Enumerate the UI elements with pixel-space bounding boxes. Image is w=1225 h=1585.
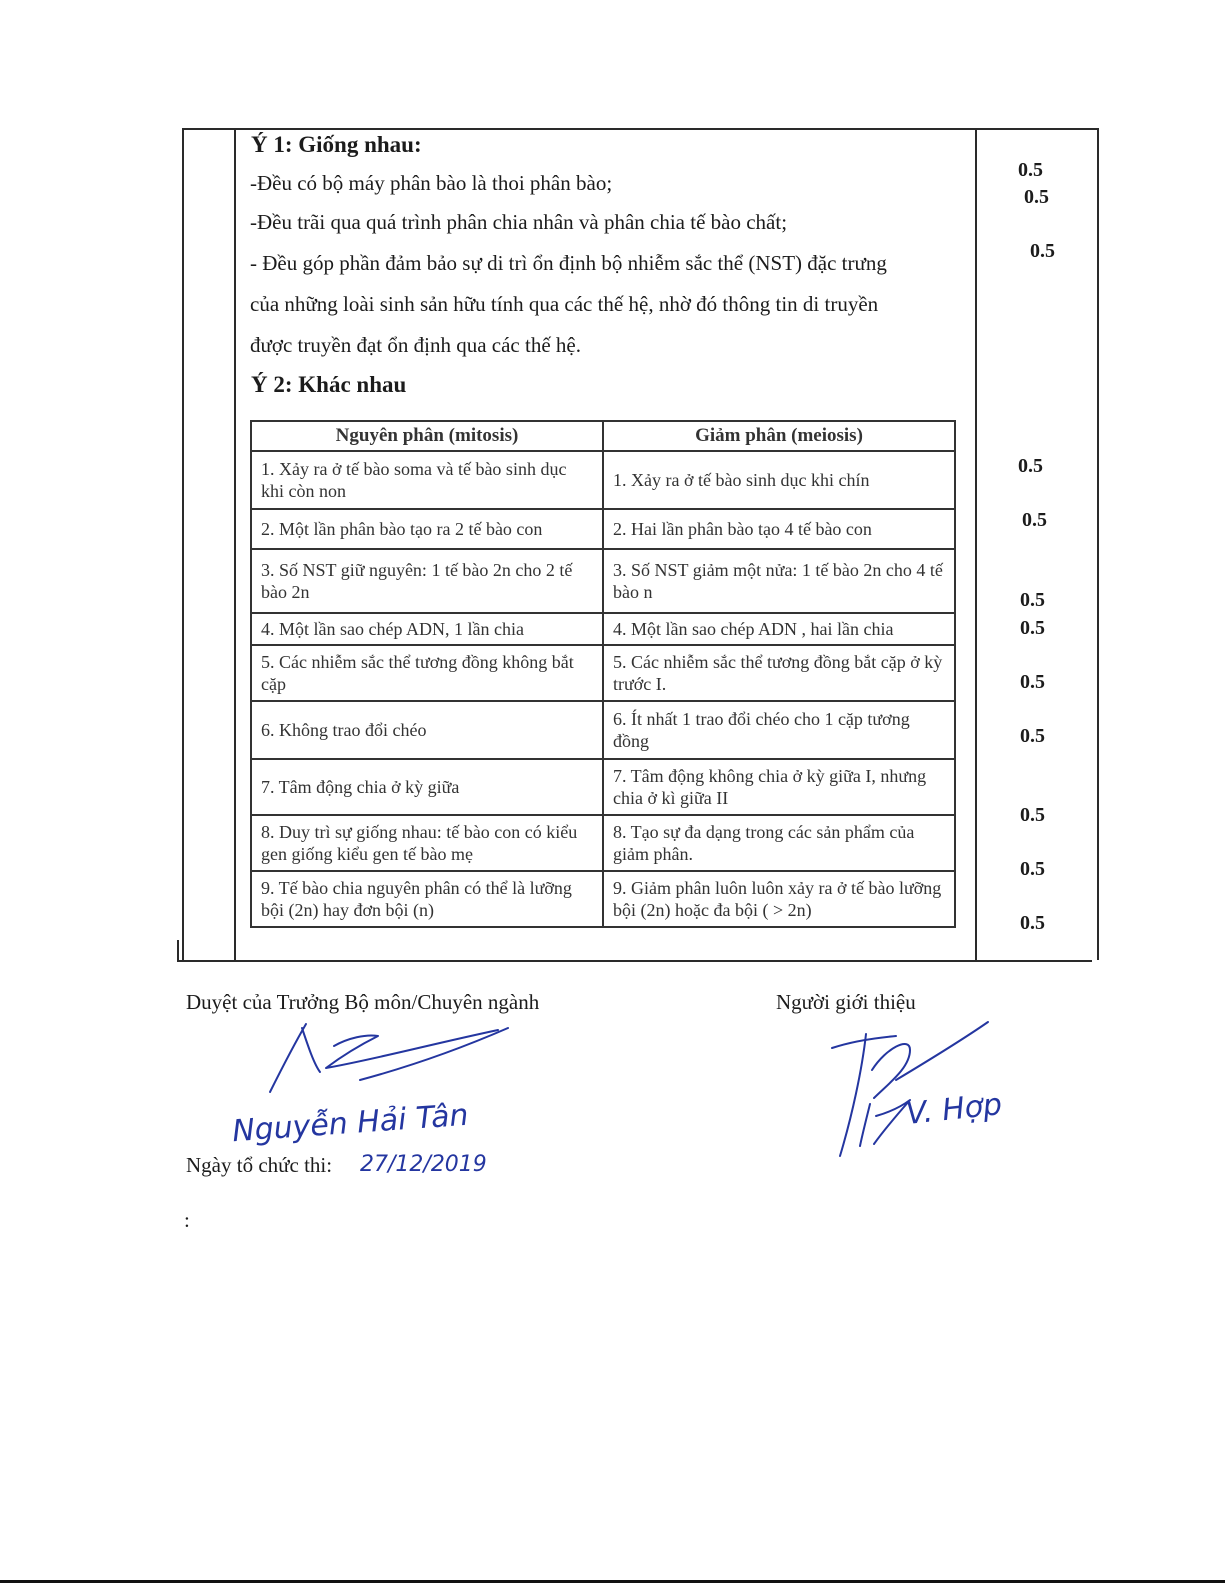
- table-cell: 4. Một lần sao chép ADN, 1 lần chia: [251, 613, 603, 645]
- presenter-signer-name: V. Hợp: [904, 1087, 1004, 1132]
- comparison-table: [250, 420, 956, 928]
- exam-date-label: Ngày tổ chức thi:: [186, 1153, 333, 1177]
- similarity-heading: Ý 1: Giống nhau:: [251, 132, 422, 157]
- score-value: 0.5: [1024, 186, 1049, 208]
- department-head-signer-name: Nguyễn Hải Tân: [231, 1097, 470, 1150]
- table-row: [251, 645, 955, 701]
- frame-bottom-rule: [177, 960, 1092, 962]
- score-value: 0.5: [1020, 725, 1045, 747]
- similarity-line-3a: - Đều góp phần đảm bảo sự di trì ổn định bộ nhiễm sắc thể (NST) đặc trưng: [250, 251, 887, 275]
- score-value: 0.5: [1020, 589, 1045, 611]
- table-row: [251, 701, 955, 759]
- difference-heading: Ý 2: Khác nhau: [251, 372, 407, 397]
- score-value: 0.5: [1018, 455, 1043, 477]
- stray-colon: :: [184, 1208, 190, 1232]
- score-value: 0.5: [1030, 240, 1055, 262]
- score-value: 0.5: [1020, 671, 1045, 693]
- frame-top-rule: [184, 128, 1099, 130]
- score-column-divider: [975, 128, 977, 960]
- department-head-approval-title: Duyệt của Trưởng Bộ môn/Chuyên ngành: [186, 990, 540, 1014]
- frame-right-border: [1097, 128, 1099, 960]
- table-cell: 7. Tâm động chia ở kỳ giữa: [251, 759, 603, 815]
- table-cell: 3. Số NST giữ nguyên: 1 tế bào 2n cho 2 tế bào 2n: [251, 549, 603, 613]
- table-cell: 5. Các nhiễm sắc thể tương đồng bắt cặp ở kỳ trước I.: [603, 645, 955, 701]
- score-value: 0.5: [1020, 858, 1045, 880]
- content-left-divider: [234, 128, 236, 960]
- similarity-line-3b: của những loài sinh sản hữu tính qua các thế hệ, nhờ đó thông tin di truyền: [250, 292, 879, 316]
- table-cell: 1. Xảy ra ở tế bào soma và tế bào sinh dục khi còn non: [251, 451, 603, 509]
- table-row: [251, 759, 955, 815]
- table-cell: 6. Không trao đổi chéo: [251, 701, 603, 759]
- table-cell: 7. Tâm động không chia ở kỳ giữa I, nhưng chia ở kì giữa II: [603, 759, 955, 815]
- table-row: [251, 509, 955, 549]
- table-cell: 9. Tế bào chia nguyên phân có thể là lưỡng bội (2n) hay đơn bội (n): [251, 871, 603, 927]
- frame-left-border-outer: [177, 940, 179, 962]
- frame-left-border: [182, 128, 184, 960]
- similarity-line-3c: được truyền đạt ổn định qua các thế hệ.: [250, 333, 581, 357]
- score-value: 0.5: [1018, 159, 1043, 181]
- table-cell: 5. Các nhiễm sắc thể tương đồng không bắt cặp: [251, 645, 603, 701]
- similarity-line-2: -Đều trãi qua quá trình phân chia nhân và phân chia tế bào chất;: [250, 210, 788, 234]
- column-header-mitosis: Nguyên phân (mitosis): [251, 421, 603, 451]
- score-value: 0.5: [1020, 617, 1045, 639]
- table-cell: 3. Số NST giảm một nửa: 1 tế bào 2n cho 4 tế bào n: [603, 549, 955, 613]
- table-cell: 8. Duy trì sự giống nhau: tế bào con có kiểu gen giống kiểu gen tế bào mẹ: [251, 815, 603, 871]
- exam-date-value: 27/12/2019: [360, 1152, 487, 1177]
- page-bottom-rule: [0, 1580, 1225, 1583]
- score-value: 0.5: [1020, 912, 1045, 934]
- presenter-title: Người giới thiệu: [776, 990, 916, 1014]
- score-value: 0.5: [1022, 509, 1047, 531]
- similarity-line-1: -Đều có bộ máy phân bào là thoi phân bào;: [250, 171, 613, 195]
- table-header-row: [251, 421, 955, 451]
- table-row: [251, 815, 955, 871]
- table-row: [251, 613, 955, 645]
- table-cell: 1. Xảy ra ở tế bào sinh dục khi chín: [603, 451, 955, 509]
- table-row: [251, 451, 955, 509]
- score-value: 0.5: [1020, 804, 1045, 826]
- table-cell: 6. Ít nhất 1 trao đổi chéo cho 1 cặp tương đồng: [603, 701, 955, 759]
- table-cell: 2. Một lần phân bào tạo ra 2 tế bào con: [251, 509, 603, 549]
- column-header-meiosis: Giảm phân (meiosis): [603, 421, 955, 451]
- table-cell: 8. Tạo sự đa dạng trong các sản phẩm của giảm phân.: [603, 815, 955, 871]
- table-cell: 4. Một lần sao chép ADN , hai lần chia: [603, 613, 955, 645]
- table-cell: 9. Giảm phân luôn luôn xảy ra ở tế bào lưỡng bội (2n) hoặc đa bội ( > 2n): [603, 871, 955, 927]
- table-row: [251, 549, 955, 613]
- table-cell: 2. Hai lần phân bào tạo 4 tế bào con: [603, 509, 955, 549]
- table-row: [251, 871, 955, 927]
